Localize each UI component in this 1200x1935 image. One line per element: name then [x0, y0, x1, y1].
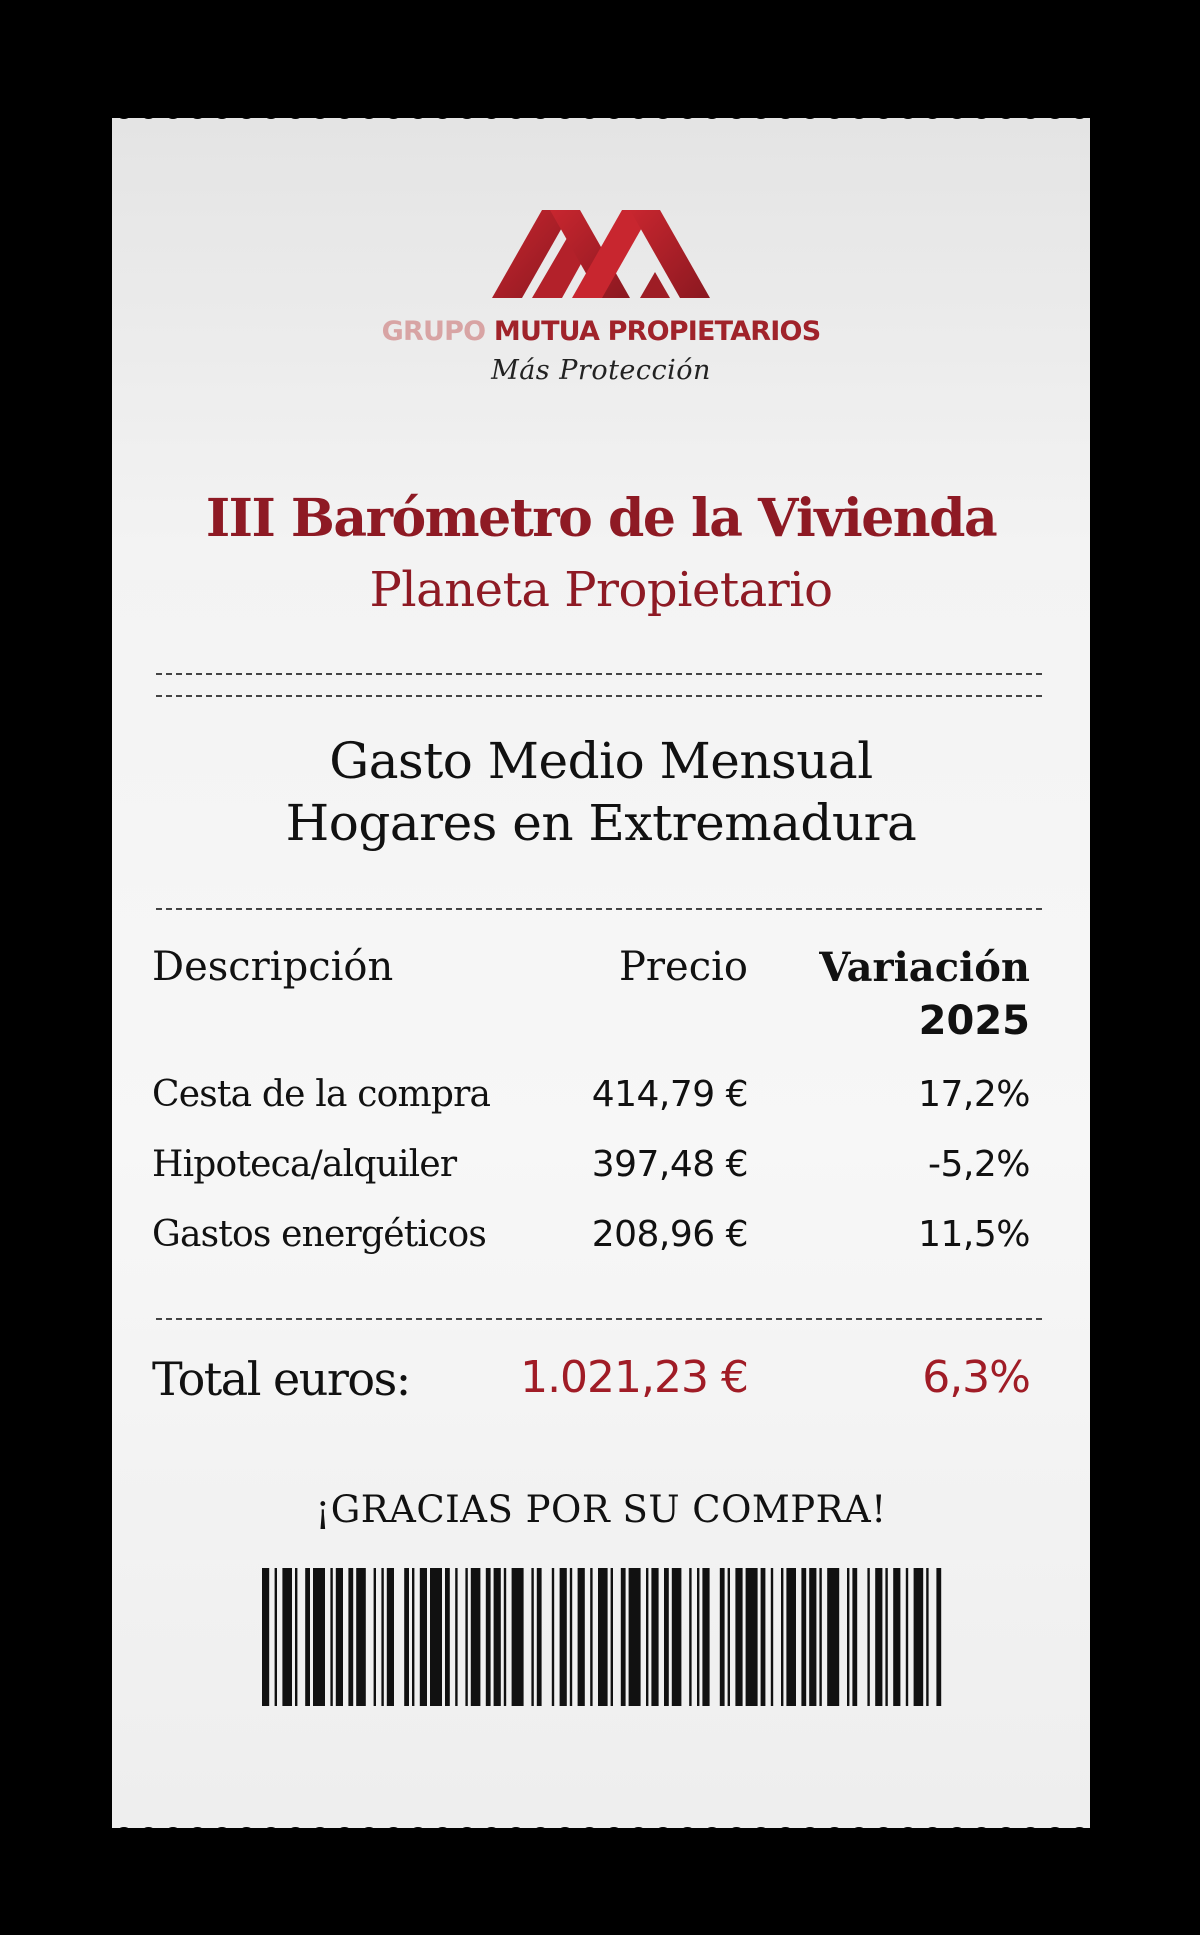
- section-title-line1: Gasto Medio Mensual: [329, 732, 873, 790]
- total-price: 1.021,23 €: [520, 1352, 748, 1403]
- row-variation: -5,2%: [928, 1144, 1030, 1185]
- column-header-variation-year: 2025: [918, 998, 1030, 1044]
- receipt: [112, 118, 1090, 1828]
- column-header-variation: Variación: [819, 944, 1030, 991]
- report-subtitle: Planeta Propietario: [369, 562, 833, 618]
- brand-name-part1: GRUPO: [381, 316, 494, 347]
- divider: [156, 908, 1042, 910]
- column-header-price: Precio: [619, 944, 748, 990]
- receipt-scalloped-top-edge: [112, 108, 1090, 128]
- row-variation: 11,5%: [918, 1214, 1030, 1255]
- divider: [156, 673, 1042, 675]
- receipt-scalloped-bottom-edge: [112, 1818, 1090, 1838]
- row-description: Cesta de la compra: [152, 1074, 491, 1115]
- brand-name-part2: MUTUA PROPIETARIOS: [493, 316, 821, 347]
- column-header-description: Descripción: [152, 944, 394, 990]
- barcode-icon: [262, 1568, 942, 1706]
- row-description: Gastos energéticos: [152, 1214, 486, 1255]
- row-description: Hipoteca/alquiler: [152, 1144, 457, 1185]
- row-price: 414,79 €: [591, 1074, 748, 1115]
- total-label: Total euros:: [152, 1352, 410, 1406]
- row-variation: 17,2%: [918, 1074, 1030, 1115]
- thanks-message: ¡GRACIAS POR SU COMPRA!: [315, 1488, 887, 1531]
- row-price: 208,96 €: [591, 1214, 748, 1255]
- total-variation: 6,3%: [922, 1352, 1030, 1403]
- brand-tagline: Más Protección: [491, 355, 711, 386]
- brand-logo: [112, 210, 1090, 386]
- mutua-propietarios-logo-icon: [492, 210, 710, 298]
- row-price: 397,48 €: [591, 1144, 748, 1185]
- divider: [156, 1318, 1042, 1320]
- divider: [156, 695, 1042, 697]
- section-title-line2: Hogares en Extremadura: [285, 794, 917, 852]
- report-title: III Barómetro de la Vivienda: [205, 488, 997, 549]
- brand-name: [112, 316, 1090, 347]
